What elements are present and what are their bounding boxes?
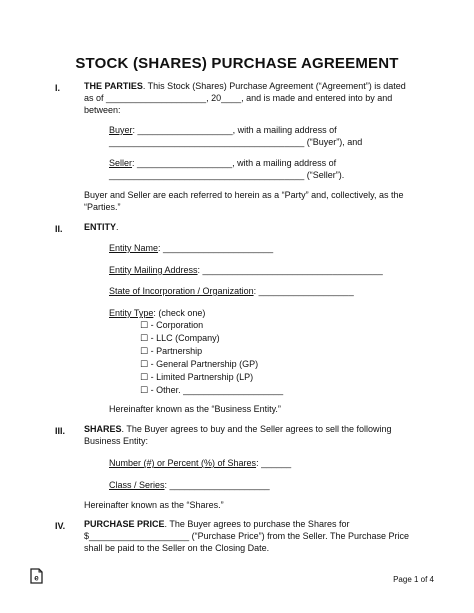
- entity-address-field: [109, 264, 383, 276]
- shares-line-1: . The Buyer agrees to buy and the Seller agrees to sell the following: [121, 424, 392, 434]
- entity-heading: ENTITY: [84, 222, 117, 232]
- shares-class-label: Class / Series: [109, 480, 165, 490]
- parties-closing: [84, 189, 404, 213]
- seller-block: [109, 157, 344, 181]
- section-number-2: II.: [55, 224, 63, 234]
- shares-class-blank: : ____________________: [164, 480, 270, 490]
- entity-name-blank: : ______________________: [158, 243, 274, 253]
- document-title: STOCK (SHARES) PURCHASE AGREEMENT: [75, 55, 399, 72]
- eforms-logo-icon: [30, 568, 43, 584]
- shares-paragraph: [84, 423, 392, 447]
- purchase-price-line-1: . The Buyer agrees to purchase the Shares for: [164, 519, 350, 529]
- section-number-1: I.: [55, 83, 61, 93]
- entity-name-field: [109, 242, 273, 254]
- parties-line-1: . This Stock (Shares) Purchase Agreement (“Agreement”) is dated: [142, 81, 406, 91]
- parties-line-3: between:: [84, 105, 121, 115]
- entity-type-suffix: : (check one): [153, 308, 206, 318]
- entity-option-partnership[interactable]: ☐ - Partnership: [140, 346, 203, 356]
- entity-state-label: State of Incorporation / Organization: [109, 286, 254, 296]
- seller-line-1: : ___________________, with a mailing address of: [132, 158, 337, 168]
- svg-text:e: e: [34, 573, 39, 583]
- parties-paragraph: [84, 80, 406, 116]
- entity-heading-period: .: [116, 222, 119, 232]
- shares-number-blank: : ______: [256, 458, 292, 468]
- shares-number-field: [109, 457, 291, 469]
- parties-closing-line-1: Buyer and Seller are each referred to herein as a “Party” and, collectively, as the: [84, 190, 404, 200]
- entity-state-blank: : ___________________: [253, 286, 354, 296]
- parties-line-2: as of ____________________, 20____, and is made and entered into by and: [84, 93, 393, 103]
- section-number-4: IV.: [55, 521, 66, 531]
- entity-option-corporation[interactable]: ☐ - Corporation: [140, 320, 204, 330]
- entity-type-field: [109, 307, 205, 319]
- entity-option-llc[interactable]: ☐ - LLC (Company): [140, 333, 220, 343]
- entity-type-label: Entity Type: [109, 308, 154, 318]
- buyer-line-1: : ___________________, with a mailing address of: [132, 125, 337, 135]
- entity-option-gp[interactable]: ☐ - General Partnership (GP): [140, 359, 259, 369]
- purchase-price-line-3: shall be paid to the Seller on the Closing Date.: [84, 543, 270, 553]
- seller-line-2: _______________________________________ (“Seller”).: [109, 170, 345, 180]
- shares-line-2: Business Entity:: [84, 436, 149, 446]
- entity-heading-line: [84, 221, 119, 233]
- business-entity-known-as: Hereinafter known as the “Business Entity.”: [109, 404, 281, 414]
- shares-class-field: [109, 479, 270, 491]
- entity-address-label: Entity Mailing Address: [109, 265, 198, 275]
- buyer-line-2: _______________________________________ (“Buyer”), and: [109, 137, 363, 147]
- entity-address-blank: : ____________________________________: [197, 265, 383, 275]
- seller-label: Seller: [109, 158, 133, 168]
- entity-option-other[interactable]: ☐ - Other. ____________________: [140, 385, 284, 395]
- shares-known-as: Hereinafter known as the “Shares.”: [84, 500, 224, 510]
- purchase-price-line-2: $____________________ (“Purchase Price”) from the Seller. The Purchase Price: [84, 531, 410, 541]
- section-number-3: III.: [55, 426, 66, 436]
- entity-option-lp[interactable]: ☐ - Limited Partnership (LP): [140, 372, 254, 382]
- purchase-price-paragraph: [84, 518, 409, 554]
- shares-heading: SHARES: [84, 424, 122, 434]
- buyer-block: [109, 124, 362, 148]
- purchase-price-heading: PURCHASE PRICE: [84, 519, 165, 529]
- entity-state-field: [109, 285, 354, 297]
- buyer-label: Buyer: [109, 125, 133, 135]
- entity-type-options: [140, 319, 283, 397]
- shares-number-label: Number (#) or Percent (%) of Shares: [109, 458, 257, 468]
- parties-closing-line-2: “Parties.”: [84, 202, 121, 212]
- page-number: Page 1 of 4: [393, 575, 434, 584]
- parties-heading: THE PARTIES: [84, 81, 143, 91]
- entity-name-label: Entity Name: [109, 243, 159, 253]
